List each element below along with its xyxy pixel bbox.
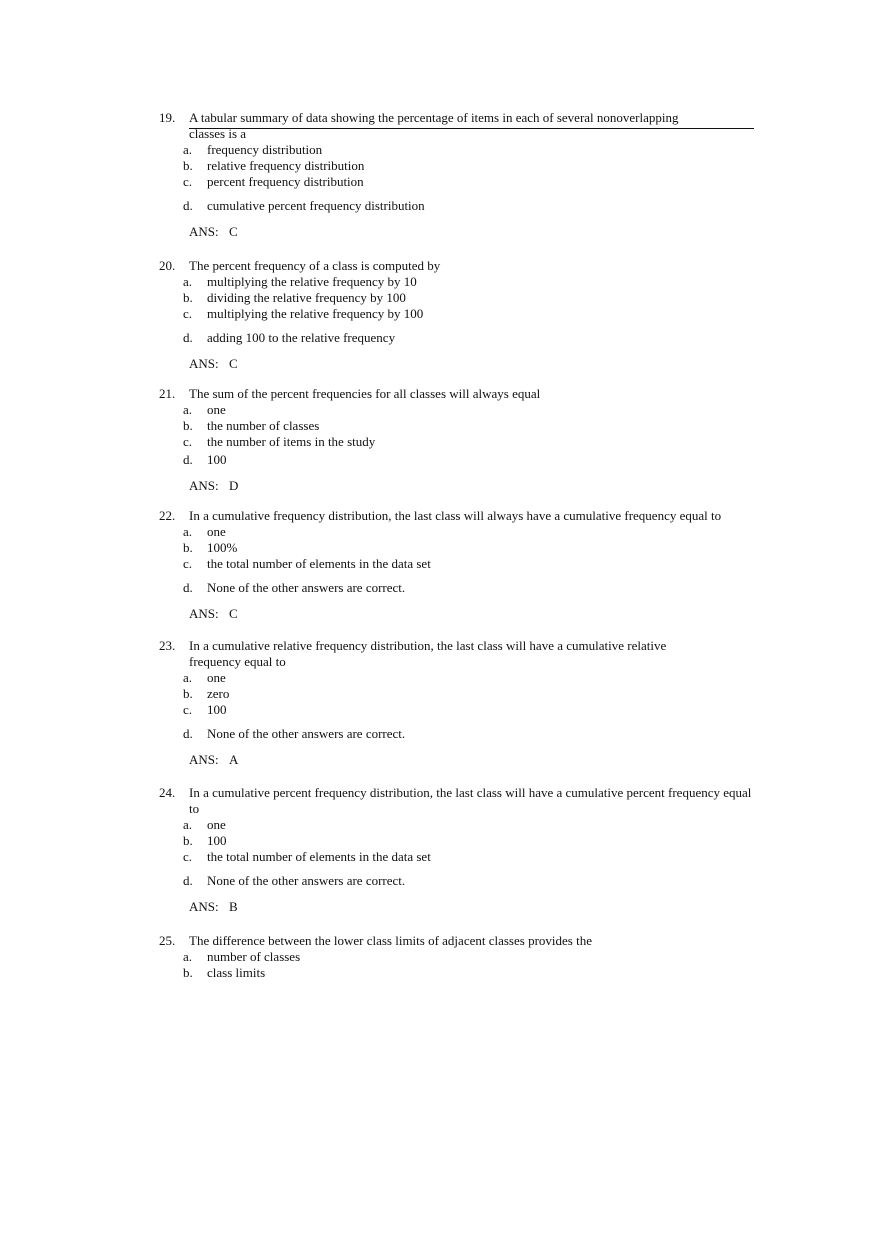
- answer-value: D: [229, 478, 239, 493]
- option-a: [183, 949, 759, 965]
- option-d: [183, 452, 759, 468]
- answer-label: ANS:: [189, 224, 219, 239]
- question-number: 25.: [159, 933, 176, 948]
- option-c: [183, 306, 759, 322]
- option-text: relative frequency distribution: [207, 158, 365, 173]
- option-text: the number of classes: [207, 418, 320, 433]
- answer-label: ANS:: [189, 606, 219, 621]
- option-text: frequency distribution: [207, 142, 323, 157]
- option-letter: a.: [183, 670, 193, 685]
- option-b: [183, 686, 759, 702]
- option-c: [183, 556, 759, 572]
- option-list: [183, 949, 759, 981]
- question-23: [159, 638, 759, 768]
- answer-label: ANS:: [189, 478, 219, 493]
- option-letter: d.: [183, 198, 193, 213]
- option-text: multiplying the relative frequency by 100: [207, 306, 424, 321]
- option-a: [183, 402, 759, 418]
- option-letter: a.: [183, 817, 193, 832]
- option-d: [183, 580, 759, 596]
- option-text: the number of items in the study: [207, 434, 376, 449]
- question-number: 22.: [159, 508, 176, 523]
- question-20: [159, 258, 759, 372]
- option-text: multiplying the relative frequency by 10: [207, 274, 417, 289]
- option-text: None of the other answers are correct.: [207, 873, 406, 888]
- option-letter: d.: [183, 873, 193, 888]
- option-list: [183, 142, 759, 214]
- option-letter: b.: [183, 965, 193, 980]
- option-d: [183, 198, 759, 214]
- option-a: [183, 817, 759, 833]
- option-c: [183, 849, 759, 865]
- option-text: 100: [207, 702, 227, 717]
- answer-label: ANS:: [189, 752, 219, 767]
- option-b: [183, 290, 759, 306]
- answer-value: C: [229, 224, 238, 239]
- option-letter: d.: [183, 452, 193, 467]
- option-c: [183, 434, 759, 450]
- option-text: the total number of elements in the data set: [207, 556, 431, 571]
- question-text: The percent frequency of a class is computed by: [189, 258, 441, 273]
- option-letter: a.: [183, 142, 193, 157]
- answer-label: ANS:: [189, 899, 219, 914]
- option-text: number of classes: [207, 949, 301, 964]
- option-letter: c.: [183, 174, 193, 189]
- option-b: [183, 833, 759, 849]
- option-text: one: [207, 817, 226, 832]
- option-d: [183, 330, 759, 346]
- answer-label: ANS:: [189, 356, 219, 371]
- question-21: [159, 386, 759, 494]
- option-letter: b.: [183, 158, 193, 173]
- answer-value: A: [229, 752, 239, 767]
- option-letter: c.: [183, 849, 193, 864]
- option-c: [183, 702, 759, 718]
- question-19: [159, 110, 759, 240]
- option-letter: c.: [183, 434, 193, 449]
- option-letter: c.: [183, 306, 193, 321]
- option-letter: d.: [183, 330, 193, 345]
- option-letter: b.: [183, 833, 193, 848]
- option-d: [183, 873, 759, 889]
- option-c: [183, 174, 759, 190]
- question-number: 24.: [159, 785, 176, 800]
- option-text: the total number of elements in the data set: [207, 849, 431, 864]
- option-letter: b.: [183, 540, 193, 555]
- option-list: [183, 524, 759, 596]
- option-text: one: [207, 524, 226, 539]
- option-letter: d.: [183, 580, 193, 595]
- option-a: [183, 274, 759, 290]
- option-letter: c.: [183, 556, 193, 571]
- question-number: 19.: [159, 110, 176, 125]
- option-d: [183, 726, 759, 742]
- option-text: 100%: [207, 540, 238, 555]
- question-24: [159, 785, 759, 915]
- option-text: class limits: [207, 965, 266, 980]
- option-text: 100: [207, 452, 227, 467]
- option-text: zero: [207, 686, 230, 701]
- answer-line: [189, 606, 759, 622]
- question-text: In a cumulative frequency distribution, the last class will always have a cumulative frequency equal to: [189, 508, 722, 523]
- answer-blank-line: [189, 128, 754, 129]
- option-text: percent frequency distribution: [207, 174, 364, 189]
- question-22: [159, 508, 759, 622]
- option-letter: a.: [183, 274, 193, 289]
- option-letter: d.: [183, 726, 193, 741]
- option-letter: b.: [183, 686, 193, 701]
- option-list: [183, 274, 759, 346]
- option-text: cumulative percent frequency distribution: [207, 198, 425, 213]
- question-text: In a cumulative relative frequency distribution, the last class will have a cumulative relative frequency equal to: [189, 638, 667, 669]
- option-text: None of the other answers are correct.: [207, 580, 406, 595]
- option-b: [183, 965, 759, 981]
- option-a: [183, 142, 759, 158]
- option-text: one: [207, 670, 226, 685]
- option-letter: a.: [183, 402, 193, 417]
- option-text: dividing the relative frequency by 100: [207, 290, 406, 305]
- answer-value: B: [229, 899, 238, 914]
- option-b: [183, 418, 759, 434]
- option-text: adding 100 to the relative frequency: [207, 330, 396, 345]
- answer-line: [189, 478, 759, 494]
- question-25: [159, 933, 759, 981]
- answer-value: C: [229, 606, 238, 621]
- answer-line: [189, 224, 759, 240]
- option-text: 100: [207, 833, 227, 848]
- question-number: 21.: [159, 386, 176, 401]
- answer-line: [189, 752, 759, 768]
- option-b: [183, 158, 759, 174]
- option-letter: b.: [183, 290, 193, 305]
- option-a: [183, 524, 759, 540]
- option-b: [183, 540, 759, 556]
- option-letter: c.: [183, 702, 193, 717]
- option-letter: b.: [183, 418, 193, 433]
- question-number: 20.: [159, 258, 176, 273]
- option-a: [183, 670, 759, 686]
- question-number: 23.: [159, 638, 176, 653]
- answer-value: C: [229, 356, 238, 371]
- option-list: [183, 817, 759, 889]
- question-text: A tabular summary of data showing the percentage of items in each of several nonoverlapping classes is a: [189, 110, 679, 141]
- answer-line: [189, 356, 759, 372]
- option-letter: a.: [183, 524, 193, 539]
- answer-line: [189, 899, 759, 915]
- option-list: [183, 402, 759, 468]
- option-text: one: [207, 402, 226, 417]
- question-text: The difference between the lower class limits of adjacent classes provides the: [189, 933, 592, 948]
- question-text: In a cumulative percent frequency distribution, the last class will have a cumulative percent frequency equal to: [189, 785, 752, 816]
- option-text: None of the other answers are correct.: [207, 726, 406, 741]
- option-list: [183, 670, 759, 742]
- option-letter: a.: [183, 949, 193, 964]
- question-text: The sum of the percent frequencies for all classes will always equal: [189, 386, 541, 401]
